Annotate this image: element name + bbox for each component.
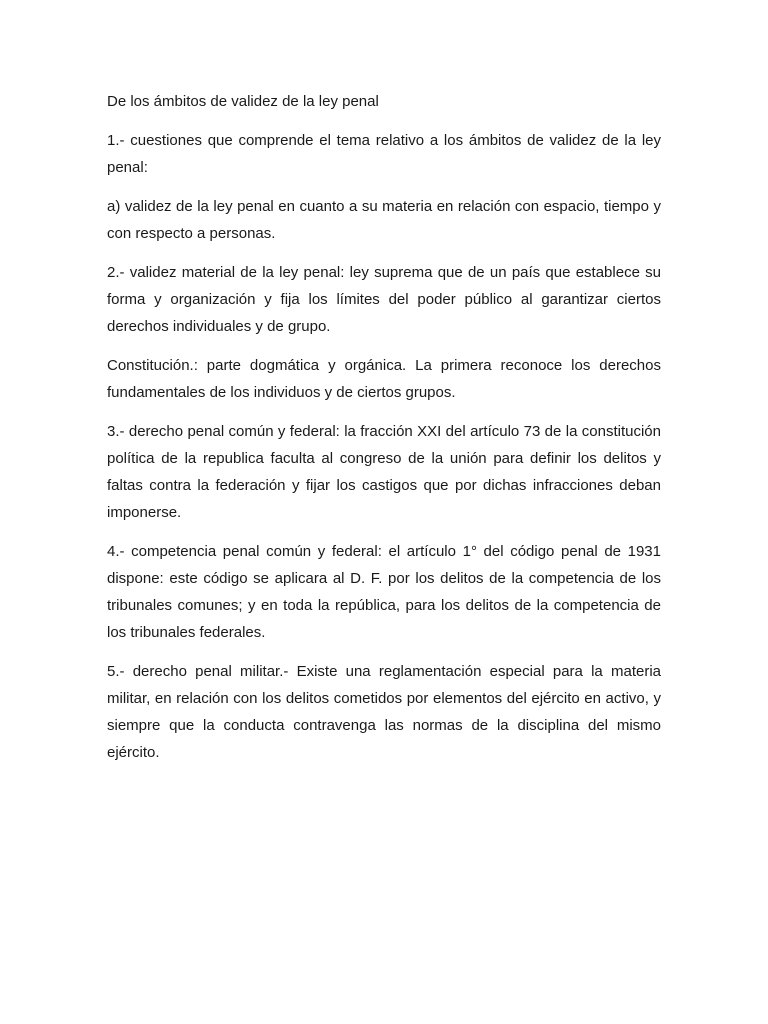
document-body [107,88,661,778]
document-title: De los ámbitos de validez de la ley penal [107,93,379,110]
paragraph-1: 1.- cuestiones que comprende el tema relativo a los ámbitos de validez de la ley penal: [107,132,661,176]
paragraph-4: Constitución.: parte dogmática y orgánica. La primera reconoce los derechos fundamentales de los individuos y de ciertos grupos. [107,357,661,401]
paragraph-5: 3.- derecho penal común y federal: la fracción XXI del artículo 73 de la constitución política de la republica faculta al congreso de la unión para definir los delitos y faltas contra la federación y fijar los castigos que por dichas infracciones deban imponerse. [107,423,661,521]
paragraph-7: 5.- derecho penal militar.- Existe una reglamentación especial para la materia militar, en relación con los delitos cometidos por elementos del ejército en activo, y siempre que la conducta contravenga las normas de la disciplina del mismo ejército. [107,663,661,761]
paragraph-2: a) validez de la ley penal en cuanto a su materia en relación con espacio, tiempo y con respecto a personas. [107,198,661,242]
paragraph-3: 2.- validez material de la ley penal: ley suprema que de un país que establece su forma y organización y fija los límites del poder público al garantizar ciertos derechos individuales y de grupo. [107,264,661,335]
paragraph-6: 4.- competencia penal común y federal: el artículo 1° del código penal de 1931 dispone: este código se aplicara al D. F. por los delitos de la competencia de los tribunales comunes; y en toda la república, para los delitos de la competencia de los tribunales federales. [107,543,661,641]
